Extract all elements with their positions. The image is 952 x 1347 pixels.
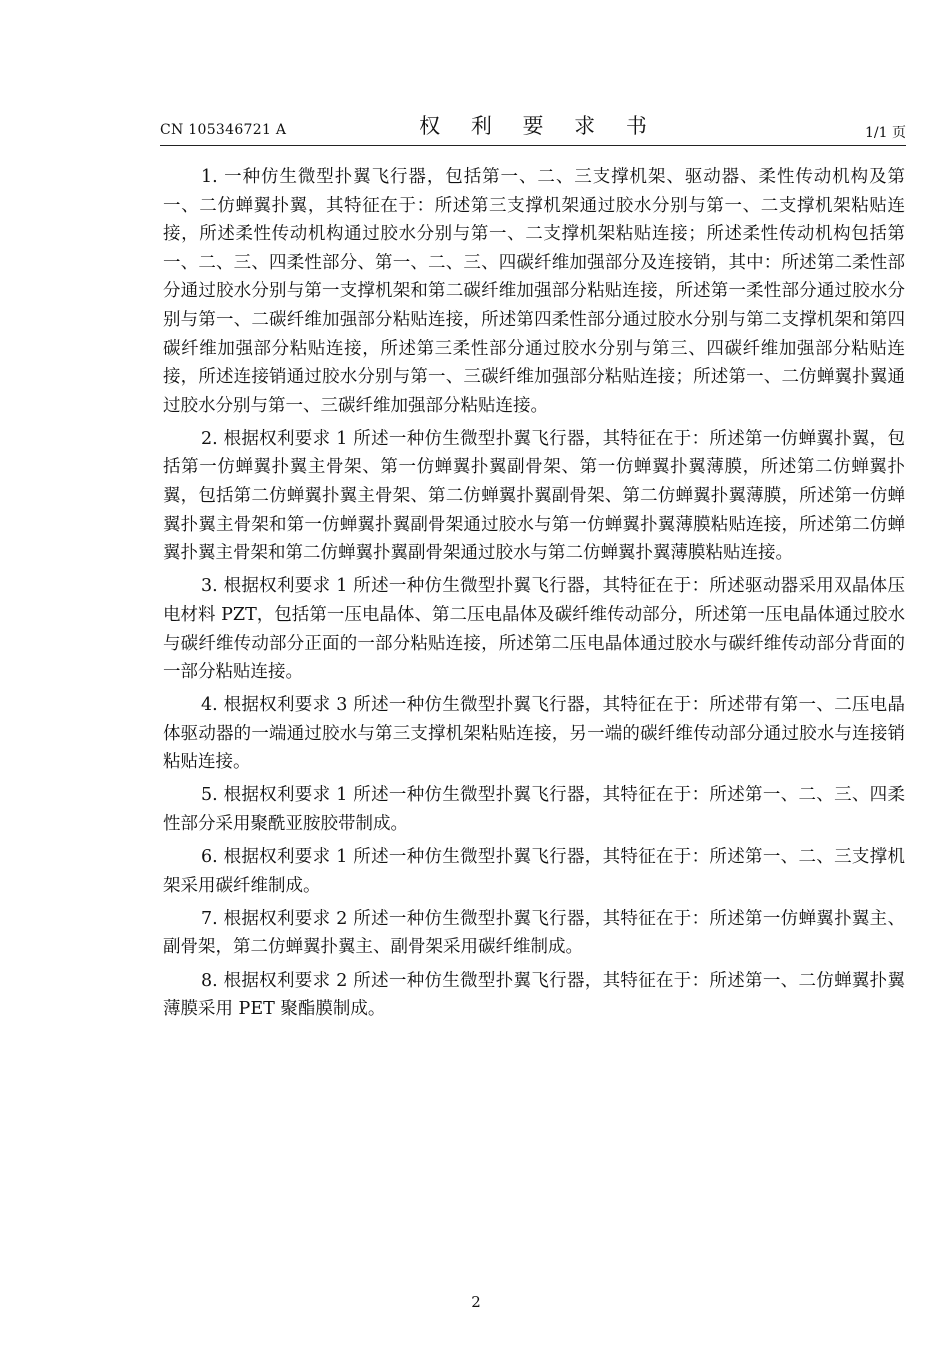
claim-8: 8. 根据权利要求 2 所述一种仿生微型扑翼飞行器，其特征在于：所述第一、二仿蝉翼扑翼薄膜采用 PET 聚酯膜制成。 [163,970,905,1020]
page-count: 1/1 页 [865,125,906,141]
header-divider [160,145,906,146]
page-header [160,108,906,144]
claim-4: 4. 根据权利要求 3 所述一种仿生微型扑翼飞行器，其特征在于：所述带有第一、二压电晶体驱动器的一端通过胶水与第三支撑机架粘贴连接，另一端的碳纤维传动部分通过胶水与连接销粘贴连接。 [163,695,905,773]
page-title: 权 利 要 求 书 [419,114,659,138]
claim-1: 1. 一种仿生微型扑翼飞行器，包括第一、二、三支撑机架、驱动器、柔性传动机构及第一、二仿蝉翼扑翼，其特征在于：所述第三支撑机架通过胶水分别与第一、二支撑机架粘贴连接，所述柔性传动机构通过胶水分别与第一、二支撑机架粘贴连接；所述柔性传动机构包括第一、二、三、四柔性部分、第一、二、三、四碳纤维加强部分及连接销，其中：所述第二柔性部分通过胶水分别与第一支撑机架和第二碳纤维加强部分粘贴连接，所述第一柔性部分通过胶水分别与第一、二碳纤维加强部分粘贴连接，所述第四柔性部分通过胶水分别与第二支撑机架和第四碳纤维加强部分粘贴连接，所述第三柔性部分通过胶水分别与第三、四碳纤维加强部分粘贴连接，所述连接销通过胶水分别与第一、三碳纤维加强部分粘贴连接；所述第一、二仿蝉翼扑翼通过胶水分别与第一、三碳纤维加强部分粘贴连接。 [163,167,905,416]
claim-5: 5. 根据权利要求 1 所述一种仿生微型扑翼飞行器，其特征在于：所述第一、二、三、四柔性部分采用聚酰亚胺胶带制成。 [163,785,905,835]
claim-2: 2. 根据权利要求 1 所述一种仿生微型扑翼飞行器，其特征在于：所述第一仿蝉翼扑翼，包括第一仿蝉翼扑翼主骨架、第一仿蝉翼扑翼副骨架、第一仿蝉翼扑翼薄膜，所述第二仿蝉翼扑翼，包括第二仿蝉翼扑翼主骨架、第二仿蝉翼扑翼副骨架、第二仿蝉翼扑翼薄膜，所述第一仿蝉翼扑翼主骨架和第一仿蝉翼扑翼副骨架通过胶水与第一仿蝉翼扑翼薄膜粘贴连接，所述第二仿蝉翼扑翼主骨架和第二仿蝉翼扑翼副骨架通过胶水与第二仿蝉翼扑翼薄膜粘贴连接。 [163,428,905,564]
document-id: CN 105346721 A [160,122,287,138]
claim-3: 3. 根据权利要求 1 所述一种仿生微型扑翼飞行器，其特征在于：所述驱动器采用双晶体压电材料 PZT，包括第一压电晶体、第二压电晶体及碳纤维传动部分，所述第一压电晶体通过胶水与碳纤维传动部分正面的一部分粘贴连接，所述第二压电晶体通过胶水与碳纤维传动部分背面的一部分粘贴连接。 [163,576,905,683]
claim-7: 7. 根据权利要求 2 所述一种仿生微型扑翼飞行器，其特征在于：所述第一仿蝉翼扑翼主、副骨架，第二仿蝉翼扑翼主、副骨架采用碳纤维制成。 [163,908,905,958]
page-number: 2 [471,1293,481,1311]
claim-6: 6. 根据权利要求 1 所述一种仿生微型扑翼飞行器，其特征在于：所述第一、二、三支撑机架采用碳纤维制成。 [163,847,905,896]
claims-body [163,163,905,1028]
